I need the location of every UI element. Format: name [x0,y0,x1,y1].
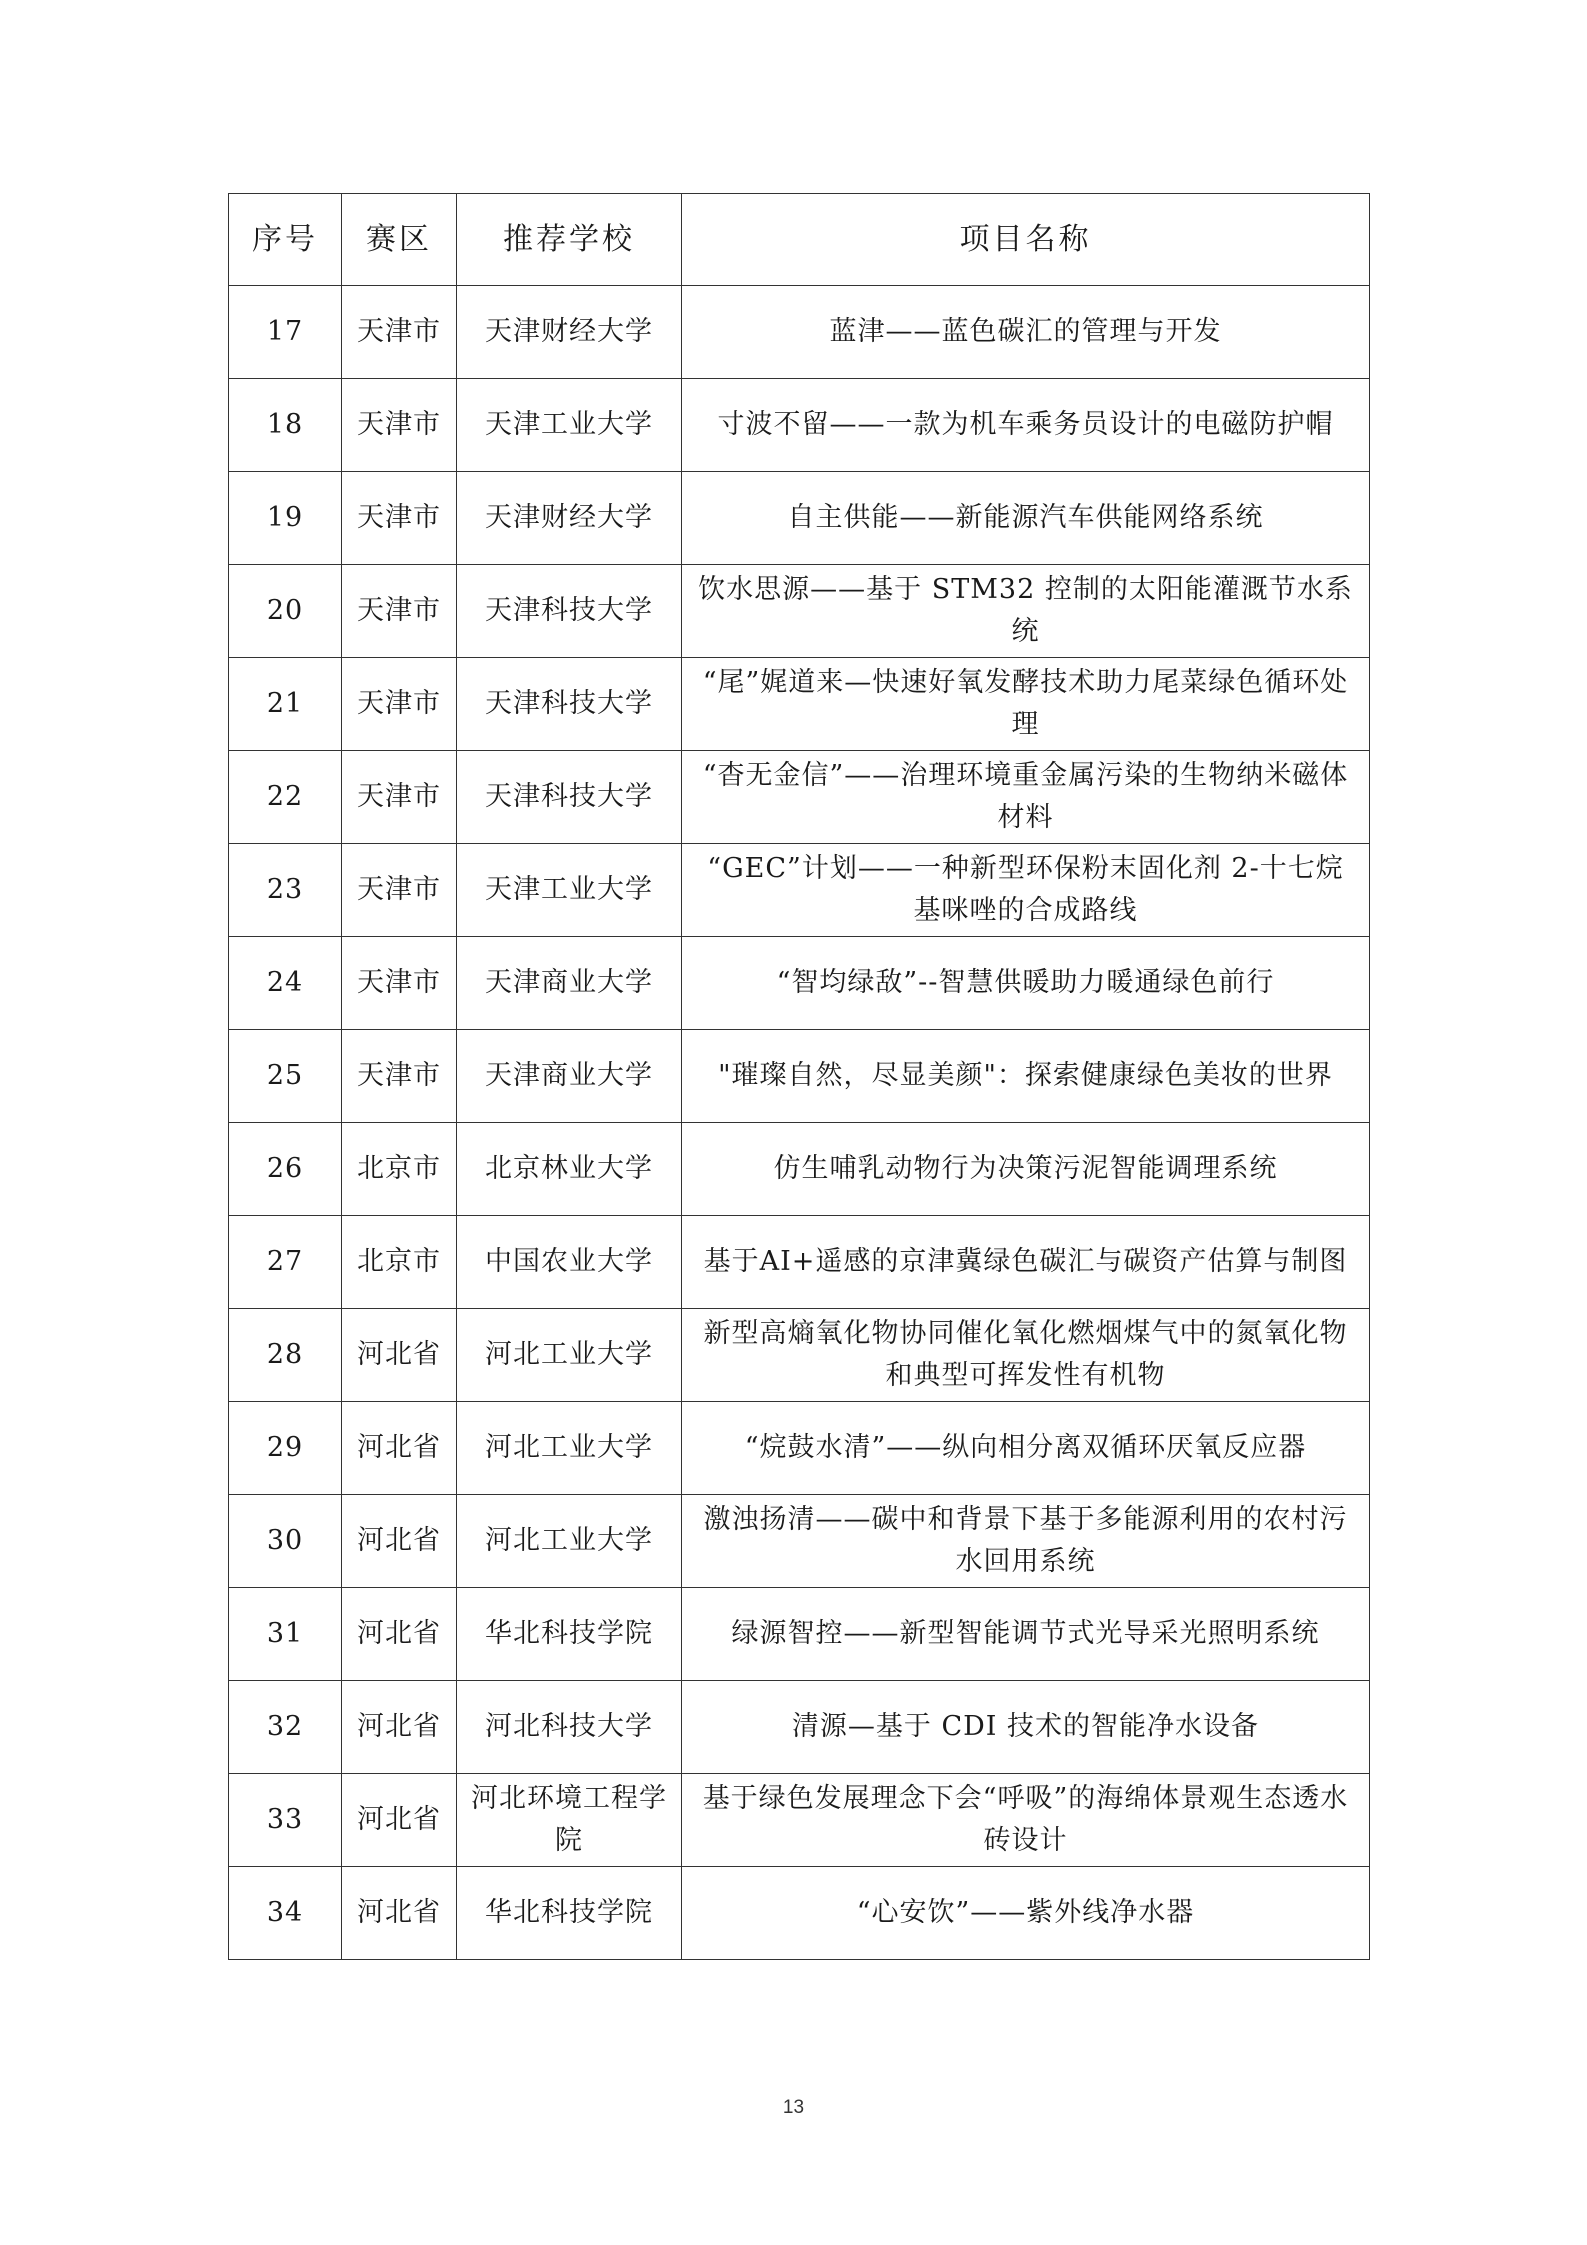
table-row [229,379,1370,472]
header-region: 赛区 [342,194,457,286]
cell-region: 河北省 [342,1495,457,1588]
cell-region: 河北省 [342,1402,457,1495]
table-row [229,472,1370,565]
cell-school: 天津商业大学 [457,1030,682,1123]
cell-project: 基于AI+遥感的京津冀绿色碳汇与碳资产估算与制图 [682,1216,1370,1309]
table-row [229,1495,1370,1588]
table-row [229,286,1370,379]
cell-region: 河北省 [342,1588,457,1681]
page-number: 13 [782,2097,805,2118]
cell-project: 绿源智控——新型智能调节式光导采光照明系统 [682,1588,1370,1681]
cell-project: “尾”娓道来—快速好氧发酵技术助力尾菜绿色循环处理 [682,658,1370,751]
table-row [229,937,1370,1030]
table-row [229,565,1370,658]
cell-project: 新型高熵氧化物协同催化氧化燃烟煤气中的氮氧化物和典型可挥发性有机物 [682,1309,1370,1402]
header-school: 推荐学校 [457,194,682,286]
cell-school: 天津财经大学 [457,472,682,565]
cell-no: 21 [229,658,342,751]
table-row [229,1867,1370,1960]
cell-no: 33 [229,1774,342,1867]
cell-project: “GEC”计划——一种新型环保粉末固化剂 2-十七烷基咪唑的合成路线 [682,844,1370,937]
cell-project: 蓝津——蓝色碳汇的管理与开发 [682,286,1370,379]
header-project: 项目名称 [682,194,1370,286]
cell-region: 天津市 [342,379,457,472]
cell-project: 饮水思源——基于 STM32 控制的太阳能灌溉节水系统 [682,565,1370,658]
cell-no: 30 [229,1495,342,1588]
cell-project: 自主供能——新能源汽车供能网络系统 [682,472,1370,565]
cell-region: 河北省 [342,1309,457,1402]
header-no: 序号 [229,194,342,286]
cell-project: “心安饮”——紫外线净水器 [682,1867,1370,1960]
table-row [229,1123,1370,1216]
cell-region: 河北省 [342,1867,457,1960]
cell-no: 22 [229,751,342,844]
table-row [229,658,1370,751]
table-row [229,751,1370,844]
cell-region: 北京市 [342,1216,457,1309]
cell-school: 河北工业大学 [457,1495,682,1588]
cell-region: 天津市 [342,844,457,937]
cell-school: 天津科技大学 [457,751,682,844]
cell-school: 天津商业大学 [457,937,682,1030]
cell-project: “烷鼓水清”——纵向相分离双循环厌氧反应器 [682,1402,1370,1495]
cell-school: 河北环境工程学院 [457,1774,682,1867]
cell-school: 天津财经大学 [457,286,682,379]
cell-no: 18 [229,379,342,472]
cell-no: 31 [229,1588,342,1681]
cell-no: 32 [229,1681,342,1774]
cell-school: 河北工业大学 [457,1402,682,1495]
cell-no: 25 [229,1030,342,1123]
cell-region: 天津市 [342,286,457,379]
cell-region: 河北省 [342,1681,457,1774]
cell-project: “智均绿敌”--智慧供暖助力暖通绿色前行 [682,937,1370,1030]
cell-no: 24 [229,937,342,1030]
cell-no: 23 [229,844,342,937]
cell-no: 26 [229,1123,342,1216]
cell-project: “杳无金信”——治理环境重金属污染的生物纳米磁体材料 [682,751,1370,844]
cell-project: 激浊扬清——碳中和背景下基于多能源利用的农村污水回用系统 [682,1495,1370,1588]
cell-region: 天津市 [342,472,457,565]
table-row [229,1681,1370,1774]
cell-project: 仿生哺乳动物行为决策污泥智能调理系统 [682,1123,1370,1216]
cell-region: 天津市 [342,937,457,1030]
cell-project: 寸波不留——一款为机车乘务员设计的电磁防护帽 [682,379,1370,472]
cell-region: 河北省 [342,1774,457,1867]
cell-school: 华北科技学院 [457,1588,682,1681]
cell-school: 天津科技大学 [457,565,682,658]
table-row [229,1774,1370,1867]
table-row [229,844,1370,937]
cell-project: 清源—基于 CDI 技术的智能净水设备 [682,1681,1370,1774]
cell-no: 20 [229,565,342,658]
cell-school: 河北工业大学 [457,1309,682,1402]
project-table [228,193,1370,1960]
table-row [229,1402,1370,1495]
cell-school: 天津工业大学 [457,844,682,937]
table-row [229,1309,1370,1402]
cell-no: 27 [229,1216,342,1309]
table-row [229,1030,1370,1123]
cell-school: 河北科技大学 [457,1681,682,1774]
cell-region: 天津市 [342,1030,457,1123]
cell-region: 天津市 [342,751,457,844]
cell-project: "璀璨自然，尽显美颜"：探索健康绿色美妆的世界 [682,1030,1370,1123]
cell-region: 天津市 [342,658,457,751]
cell-region: 天津市 [342,565,457,658]
table-row [229,1588,1370,1681]
cell-school: 天津科技大学 [457,658,682,751]
cell-region: 北京市 [342,1123,457,1216]
cell-school: 天津工业大学 [457,379,682,472]
cell-school: 华北科技学院 [457,1867,682,1960]
cell-school: 中国农业大学 [457,1216,682,1309]
cell-no: 19 [229,472,342,565]
cell-no: 28 [229,1309,342,1402]
cell-project: 基于绿色发展理念下会“呼吸”的海绵体景观生态透水砖设计 [682,1774,1370,1867]
table-header-row [229,194,1370,286]
cell-no: 29 [229,1402,342,1495]
cell-school: 北京林业大学 [457,1123,682,1216]
cell-no: 17 [229,286,342,379]
table-row [229,1216,1370,1309]
cell-no: 34 [229,1867,342,1960]
